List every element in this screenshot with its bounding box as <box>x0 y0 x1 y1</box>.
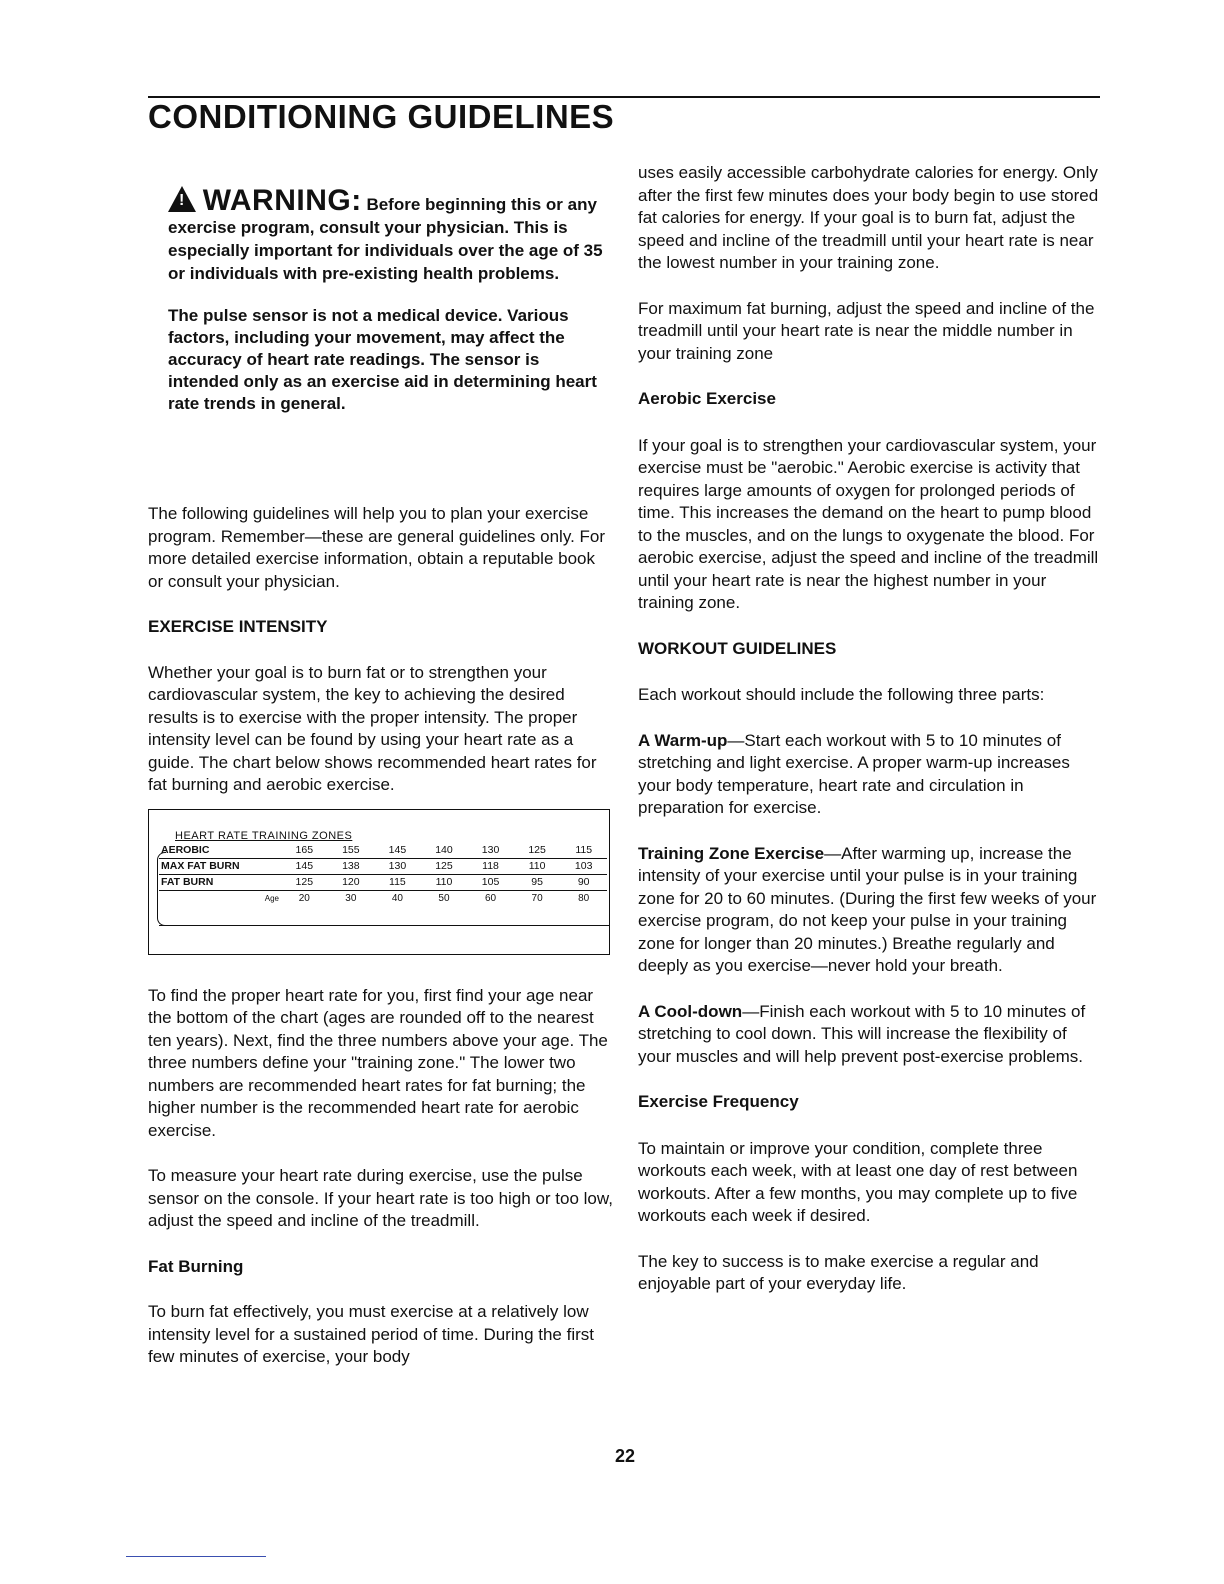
frequency-paragraph: To maintain or improve your condition, complete three workouts each week, with at least one day of rest between workouts. After a few months, you may complete up to five workouts each week if desired. <box>638 1138 1078 1225</box>
table-cell: 125 <box>421 858 468 874</box>
training-text: —After warming up, increase the intensity of your exercise until your pulse is in your training zone for 20 to 60 minutes. (During the first few weeks of your exercise program, do not keep your pulse in your training zone for longer than 20 minutes.) Breathe regularly and deeply as you exercise—never hold your breath. <box>638 843 1097 975</box>
table-cell: 118 <box>467 858 514 874</box>
frequency-heading: Exercise Frequency <box>638 1092 799 1111</box>
measure-paragraph: To measure your heart rate during exercise, use the pulse sensor on the console. If your heart rate is too high or too low, adjust the speed and incline of the treadmill. <box>148 1166 613 1230</box>
row-label: AEROBIC <box>159 843 281 859</box>
max-fat-paragraph: For maximum fat burning, adjust the speed and incline of the treadmill until your heart rate is near the middle number in your training zone <box>638 298 1095 363</box>
right-column <box>638 162 1100 1319</box>
workout-guidelines-heading: WORKOUT GUIDELINES <box>638 638 837 658</box>
workout-intro: Each workout should include the following three parts: <box>638 685 1045 704</box>
aerobic-heading: Aerobic Exercise <box>638 389 776 408</box>
age-cell: 70 <box>531 892 543 904</box>
table-cell: 155 <box>328 843 375 859</box>
intensity-paragraph: Whether your goal is to burn fat or to strengthen your cardiovascular system, the key to achieving the desired results is to exercise with the proper intensity. The proper intensity level can be found by using your heart rate as a guide. The chart below shows recommended heart rates for fat burning and aerobic exercise. <box>148 662 597 794</box>
footer-rule <box>126 1556 266 1557</box>
table-cell: 90 <box>560 874 607 890</box>
table-cell: 105 <box>467 874 514 890</box>
pulse-sensor-note: The pulse sensor is not a medical device. Various factors, including your movement, may affect the accuracy of heart rate readings. The sensor is intended only as an exercise aid in determining heart rate trends in general. <box>168 306 597 413</box>
table-cell: 145 <box>374 843 421 859</box>
table-cell: 115 <box>374 874 421 890</box>
table-row <box>159 843 607 859</box>
table-row <box>159 858 607 874</box>
left-column <box>148 186 614 1392</box>
cooldown-label: A Cool-down <box>638 1001 743 1021</box>
row-label: MAX FAT BURN <box>159 858 281 874</box>
table-cell: 130 <box>467 843 514 859</box>
warning-triangle-icon: ! <box>168 186 196 212</box>
age-label: Age <box>264 893 279 903</box>
page-title: CONDITIONING GUIDELINES <box>148 98 615 135</box>
heart-rate-table <box>159 830 607 906</box>
age-cell: 30 <box>345 892 357 904</box>
training-label: Training Zone Exercise <box>638 843 825 863</box>
find-rate-paragraph: To find the proper heart rate for you, first find your age near the bottom of the chart (ages are rounded off to the nearest ten years). Next, find the three numbers above your age. The three numbers define your "training zone." The lower two numbers are recommended heart rates for fat burning; the higher number is the recommended heart rate for aerobic exercise. <box>148 985 608 1140</box>
heart-rate-chart <box>148 809 610 955</box>
table-cell: 125 <box>281 874 328 890</box>
table-cell: 95 <box>514 874 561 890</box>
row-label: FAT BURN <box>159 874 281 890</box>
cooldown-paragraph <box>638 1001 1100 1069</box>
age-row <box>159 890 607 906</box>
table-row <box>159 874 607 890</box>
table-cell: 165 <box>281 843 328 859</box>
aerobic-paragraph: If your goal is to strengthen your cardiovascular system, your exercise must be "aerobic." Aerobic exercise is activity that requires large amounts of oxygen for prolonged periods of time. This increases the demand on the heart to pump blood to the muscles, and on the lungs to oxygenate the blood. For aerobic exercise, adjust the speed and incline of the treadmill until your heart rate is near the highest number in your training zone. <box>638 435 1099 612</box>
warning-box <box>168 186 614 285</box>
warning-label: WARNING: <box>202 184 362 217</box>
table-cell: 140 <box>421 843 468 859</box>
table-cell: 110 <box>421 874 468 890</box>
warmup-paragraph <box>638 730 1100 820</box>
age-cell: 80 <box>578 892 590 904</box>
warmup-label: A Warm-up <box>638 730 728 750</box>
table-cell: 110 <box>514 858 561 874</box>
table-cell: 130 <box>374 858 421 874</box>
age-cell: 20 <box>298 892 310 904</box>
table-cell: 103 <box>560 858 607 874</box>
age-cell: 40 <box>391 892 403 904</box>
table-cell: 145 <box>281 858 328 874</box>
table-cell: 115 <box>560 843 607 859</box>
exercise-intensity-heading: EXERCISE INTENSITY <box>148 617 328 636</box>
cooldown-text: —Finish each workout with 5 to 10 minutes of stretching to cool down. This will increase the flexibility of your muscles and will help prevent post-exercise problems. <box>638 1001 1086 1066</box>
fat-burning-paragraph: To burn fat effectively, you must exercise at a relatively low intensity level for a sustained period of time. During the first few minutes of exercise, your body <box>148 1302 594 1366</box>
warmup-text: —Start each workout with 5 to 10 minutes of stretching and light exercise. A proper warm-up increases your body temperature, heart rate and circulation in preparation for exercise. <box>638 730 1070 817</box>
fat-burning-heading: Fat Burning <box>148 1256 244 1276</box>
intro-paragraph: The following guidelines will help you to plan your exercise program. Remember—these are general guidelines only. For more detailed exercise information, obtain a reputable book or consult your physician. <box>148 504 606 591</box>
training-zone-paragraph <box>638 843 1100 978</box>
table-cell: 125 <box>514 843 561 859</box>
warning-text: Before beginning this or any exercise program, consult your physician. This is especially important for individuals over the age of 35 or individuals with pre-existing health problems. <box>168 195 603 283</box>
table-cell: 120 <box>328 874 375 890</box>
table-cell: 138 <box>328 858 375 874</box>
page-number: 22 <box>614 1446 636 1466</box>
age-cell: 50 <box>438 892 450 904</box>
chart-caption: HEART RATE TRAINING ZONES <box>175 829 353 842</box>
fat-burning-continued: uses easily accessible carbohydrate calories for energy. Only after the first few minutes does your body begin to use stored fat calories for energy. If your goal is to burn fat, adjust the speed and incline of the treadmill until your heart rate is near the lowest number in your training zone. <box>638 163 1099 272</box>
closing-paragraph: The key to success is to make exercise a regular and enjoyable part of your everyday life. <box>638 1251 1039 1293</box>
chart-lower-line <box>159 925 609 926</box>
age-cell: 60 <box>484 892 497 904</box>
